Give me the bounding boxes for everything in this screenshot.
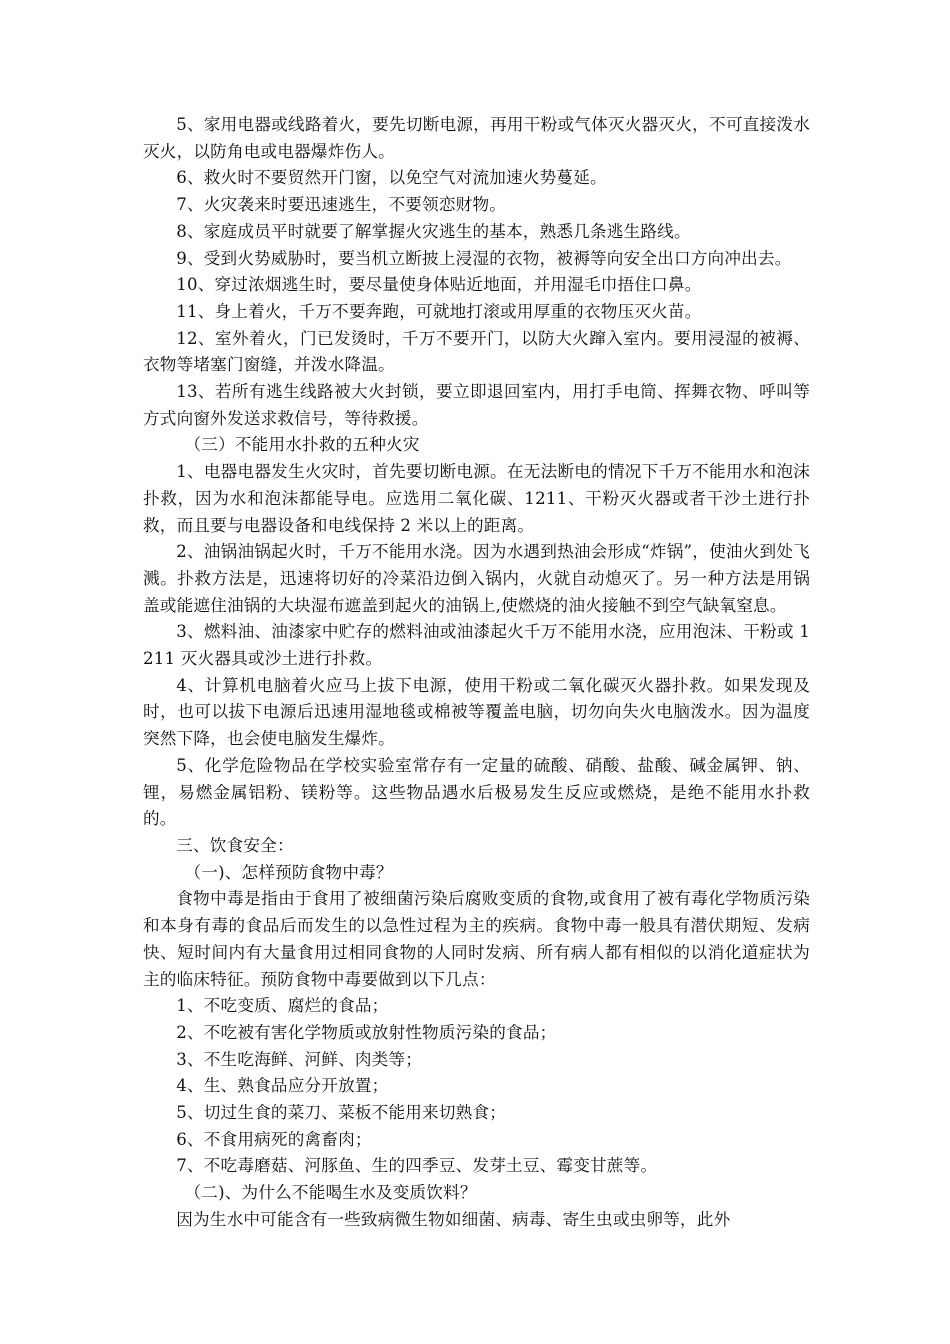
paragraph-electrical-fire: 1、电器电器发生火灾时，首先要切断电源。在无法断电的情况下千万不能用水和泡沫扑救，因为水和泡沫都能导电。应选用二氧化碳、1211、干粉灭火器或者干沙土进行扑救，而且要与电器设备和电线保持 2 米以上的距离。 <box>143 462 810 535</box>
list-item-separate-knives: 5、切过生食的菜刀、菜板不能用来切熟食； <box>176 1103 507 1123</box>
paragraph-signal-help: 13、若所有逃生线路被大火封锁，要立即退回室内，用打手电筒、挥舞衣物、呼叫等方式向窗外发送求救信号，等待救援。 <box>143 382 810 428</box>
section-heading-food-safety: 三、饮食安全： <box>176 835 294 855</box>
list-item-separate-storage: 4、生、熟食品应分开放置； <box>176 1076 389 1096</box>
paragraph-chemical-fire: 5、化学危险物品在学校实验室常存有一定量的硫酸、硝酸、盐酸、碱金属钾、钠、锂，易燃金属铝粉、镁粉等。这些物品遇水后极易发生反应或燃烧，是绝不能用水扑救的。 <box>143 755 810 829</box>
paragraph-wet-clothes: 9、受到火势威胁时，要当机立断披上浸湿的衣物，被褥等向安全出口方向冲出去。 <box>176 248 792 268</box>
paragraph-hot-door: 12、室外着火，门已发烫时，千万不要开门，以防大火蹿入室内。要用浸湿的被褥、衣物等堵塞门窗缝，并泼水降温。 <box>143 328 810 375</box>
paragraph-body-fire: 11、身上着火，千万不要奔跑，可就地打滚或用厚重的衣物压灭火苗。 <box>176 301 702 321</box>
paragraph-windows: 6、救火时不要贸然开门窗，以免空气对流加速火势蔓延。 <box>176 168 607 188</box>
list-item-raw-seafood: 3、不生吃海鲜、河鲜、肉类等； <box>176 1049 423 1069</box>
paragraph-oil-pan-fire: 2、油锅油锅起火时，千万不能用水浇。因为水遇到热油会形成“炸锅”，使油火到处飞溅。扑救方法是，迅速将切好的冷菜沿边倒入锅内，火就自动熄灭了。另一种方法是用锅盖或能遮住油锅的大块湿布遮盖到起火的油锅上,使燃烧的油火接触不到空气缺氧窒息。 <box>143 542 810 615</box>
paragraph-appliance-fire: 5、家用电器或线路着火，要先切断电源，再用干粉或气体灭火器灭火，不可直接泼水灭火，以防角电或电器爆炸伤人。 <box>143 115 810 161</box>
paragraph-food-poisoning-definition: 食物中毒是指由于食用了被细菌污染后腐败变质的食物,或食用了被有毒化学物质污染和本身有毒的食品后而发生的以急性过程为主的疾病。食物中毒一般具有潜伏期短、发病快、短时间内有大量食用过相同食物的人同时发病、所有病人都有相似的以消化道症状为主的临床特征。预防食物中毒要做到以下几点： <box>143 889 810 989</box>
list-item-toxic-foods: 7、不吃毒磨菇、河豚鱼、生的四季豆、发芽土豆、霉变甘蔗等。 <box>176 1156 658 1176</box>
paragraph-escape-fast: 7、火灾袭来时要迅速逃生，不要领恋财物。 <box>176 195 507 215</box>
subsection-heading-food-poisoning: （一)、怎样预防食物中毒？ <box>184 862 393 882</box>
subsection-heading-raw-water: （二)、为什么不能喝生水及变质饮料？ <box>184 1183 477 1203</box>
section-heading-no-water-fires: （三）不能用水扑救的五种火灾 <box>184 435 420 455</box>
paragraph-raw-water-reason: 因为生水中可能含有一些致病微生物如细菌、病毒、寄生虫或虫卵等，此外 <box>176 1209 731 1229</box>
document-body <box>143 112 810 1234</box>
list-item-contaminated-food: 2、不吃被有害化学物质或放射性物质污染的食品； <box>176 1022 557 1042</box>
paragraph-computer-fire: 4、计算机电脑着火应马上拔下电源，使用干粉或二氧化碳灭火器扑救。如果发现及时，也可以拔下电源后迅速用湿地毯或棉被等覆盖电脑，切勿向失火电脑泼水。因为温度突然下降，也会使电脑发生爆炸。 <box>143 675 810 749</box>
paragraph-fuel-paint-fire: 3、燃料油、油漆家中贮存的燃料油或油漆起火千万不能用水浇，应用泡沫、干粉或 1211 灭火器具或沙土进行扑救。 <box>143 622 810 669</box>
list-item-rotten-food: 1、不吃变质、腐烂的食品； <box>176 996 389 1016</box>
list-item-sick-animals: 6、不食用病死的禽畜肉； <box>176 1129 372 1149</box>
paragraph-family-routes: 8、家庭成员平时就要了解掌握火灾逃生的基本，熟悉几条逃生路线。 <box>176 221 691 241</box>
paragraph-smoke: 10、穿过浓烟逃生时，要尽量使身体贴近地面，并用湿毛巾捂住口鼻。 <box>176 275 702 295</box>
